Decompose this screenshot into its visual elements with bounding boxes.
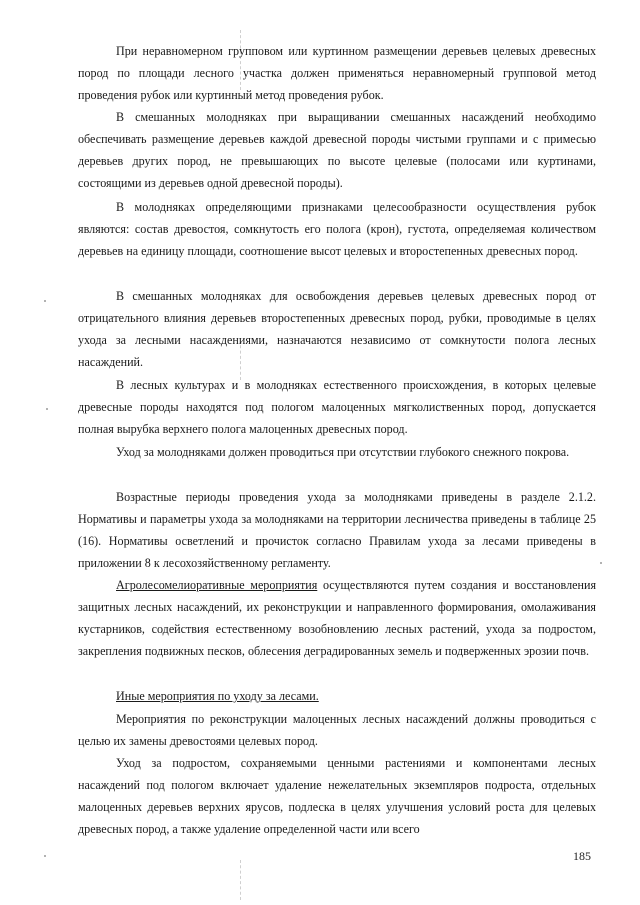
scan-speck [600, 562, 602, 564]
paragraph-criteria: В молодняках определяющими признаками целесообразности осуществления рубок являются: состав древостоя, сомкнутость его полога (крон), густота, определяемая количеством деревьев на единицу площади, соотношение высот целевых и второстепенных древесных пород. [78, 200, 596, 258]
paragraph-mixed-young-stands: В смешанных молодняках при выращивании смешанных насаждений необходимо обеспечивать размещение деревьев каждой древесной породы чистыми группами и с примесью деревьев других пород, не превышающих по высоте целевые (полосами или куртинами, состоящими из деревьев одной древесной породы). [78, 110, 596, 190]
scan-speck [46, 408, 48, 410]
paragraph-snow-cover: Уход за молодняками должен проводиться при отсутствии глубокого снежного покрова. [116, 445, 570, 459]
paragraph-forest-cultures: В лесных культурах и в молодняках естественного происхождения, в которых целевые древесные породы находятся под пологом малоценных мягколиственных пород, допускается полная вырубка верхнего полога малоценных древесных пород. [78, 378, 596, 436]
scan-speck [44, 300, 46, 302]
paragraph-reconstruction: Мероприятия по реконструкции малоценных лесных насаждений должны проводиться с целью их замены древостоями целевых пород. [78, 712, 596, 748]
scan-artifact [240, 860, 241, 900]
scan-speck [44, 855, 46, 857]
paragraph-age-periods: Возрастные периоды проведения ухода за молодняками приведены в разделе 2.1.2. Нормативы и параметры ухода за молодняками на территории лесничества приведены в таблице 25 (16). Нормативы осветлений и прочисток согласно Правилам ухода за лесами приведены в приложении 8 к лесохозяйственному регламенту. [78, 490, 596, 570]
paragraph-release-cutting: В смешанных молодняках для освобождения деревьев целевых древесных пород от отрицательного влияния деревьев второстепенных древесных пород, рубки, проводимые в целях ухода за лесными насаждениями, назначаются независимо от сомкнутости полога лесных насаждений. [78, 289, 596, 369]
paragraph-agroforestry: Агролесомелиоративные мероприятия осуществляются путем создания и восстановления защитных лесных насаждений, их реконструкции и направленного формирования, омолаживания кустарников, содействия естественному возобновлению лесных растений, ухода за подростом, закрепления подвижных песков, облесения деградированных земель и подверженных эрозии почв. [78, 578, 597, 658]
agroforestry-heading: Агролесомелиоративные мероприятия [116, 578, 318, 592]
page-number: 185 [573, 849, 591, 863]
section-heading-other-measures: Иные мероприятия по уходу за лесами. [116, 689, 319, 703]
paragraph-undergrowth-care: Уход за подростом, сохраняемыми ценными растениями и компонентами лесных насаждений под пологом включает удаление нежелательных экземпляров подроста, отдельных малоценных деревьев верхних ярусов, подлеска в целях улучшения условий роста для целевых древесных пород, а также удаление определенной части или всего [78, 756, 596, 836]
paragraph-group-method: При неравномерном групповом или куртинном размещении деревьев целевых древесных пород по площади лесного участка должен применяться неравномерный групповой метод проведения рубок или куртинный метод проведения рубок. [78, 44, 596, 102]
